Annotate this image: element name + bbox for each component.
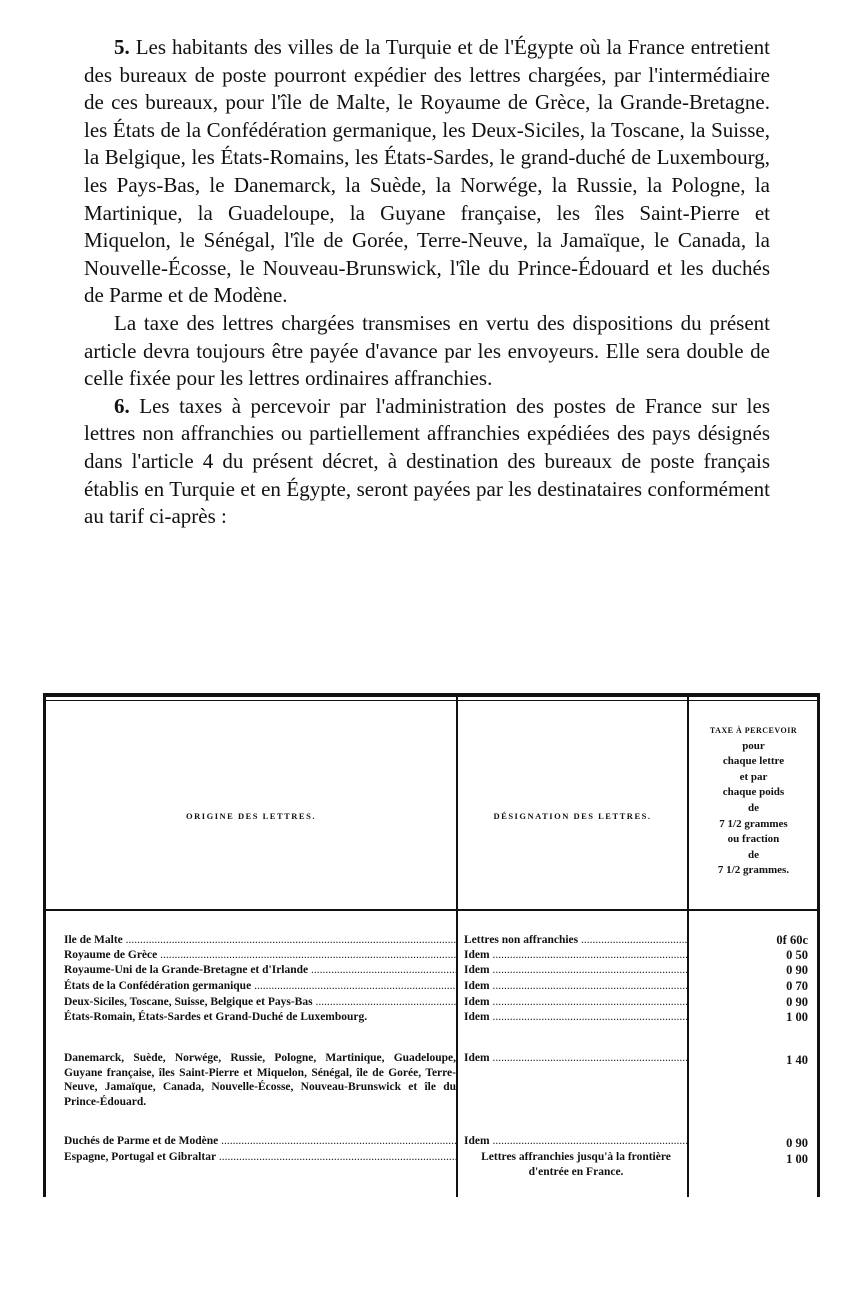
row-taxe: 0 90 bbox=[786, 963, 808, 977]
row-designation: Idem ..... bbox=[464, 963, 688, 978]
row-origine: Ile de Malte ..... bbox=[64, 933, 456, 948]
row-origine: États-Romain, États-Sardes et Grand-Duché de Luxembourg. bbox=[64, 1011, 368, 1023]
header-taxe bbox=[691, 723, 816, 879]
row-origine: Duchés de Parme et de Modène ..... bbox=[64, 1134, 456, 1149]
row-taxe: 0f 60c bbox=[776, 933, 808, 947]
row-origine: Danemarck, Suède, Norwége, Russie, Pologne, Martinique, Guadeloupe, Guyane française, îles Saint-Pierre et Miquelon, Sénégal, île de Gorée, Terre-Neuve, Jamaïque, Canada, Nouvelle-Écosse, Nouveau-Brunswick et île du Prince-Édouard. bbox=[64, 1052, 456, 1108]
column-separator bbox=[456, 697, 458, 1197]
row-origine: Royaume-Uni de la Grande-Bretagne et d'Irlande ..... bbox=[64, 963, 456, 978]
paragraph-lettres-chargees bbox=[84, 310, 770, 393]
paragraph-text: Les habitants des villes de la Turquie et de l'Égypte où la France entretient des bureaux de poste pourront expédier des lettres chargées, par l'intermédiaire de ces bureaux, pour l'île de Malte, le Royaume de Grèce, la Grande-Bretagne. les États de la Confédération germanique, les Deux-Siciles, la Toscane, la Suisse, la Belgique, les États-Romains, les États-Sardes, le grand-duché de Luxembourg, les Pays-Bas, le Danemarck, la Suède, la Norwége, la Russie, la Pologne, la Martinique, la Guadeloupe, la Guyane française, les îles Saint-Pierre et Miquelon, le Sénégal, l'île de Gorée, Terre-Neuve, la Jamaïque, le Canada, la Nouvelle-Écosse, le Nouveau-Brunswick, l'île du Prince-Édouard et les duchés de Parme et de Modène. bbox=[84, 35, 771, 308]
row-designation: Lettres affranchies jusqu'à la frontière d'entrée en France. bbox=[481, 1151, 671, 1178]
header-designation: DÉSIGNATION DES LETTRES. bbox=[493, 811, 652, 821]
paragraph-text: La taxe des lettres chargées transmises en vertu des dispositions du présent article devra toujours être payée d'avance par les envoyeurs. Elle sera double de celle fixée pour les lettres ordinaires affranchies. bbox=[84, 310, 770, 391]
header-taxe-line: chaque poids bbox=[722, 786, 785, 799]
header-taxe-line: de bbox=[748, 801, 759, 814]
tariff-table bbox=[43, 693, 820, 1197]
header-taxe-line: 7 1/2 grammes. bbox=[717, 864, 790, 877]
header-origine: ORIGINE DES LETTRES. bbox=[186, 811, 316, 821]
paragraph-article-5 bbox=[84, 34, 770, 310]
row-designation: Idem ..... bbox=[464, 1010, 688, 1025]
paragraph-text: Les taxes à percevoir par l'administration des postes de France sur les lettres non affranchies ou partiellement affranchies expédiées des pays désignés dans l'article 4 du présent décret, à destination des bureaux de poste français établis en Turquie et en Égypte, seront payées par les destinataires conformément au tarif ci-après : bbox=[84, 393, 770, 529]
row-designation: Idem ..... bbox=[464, 979, 688, 994]
row-designation: Idem ..... bbox=[464, 1134, 688, 1149]
body-text bbox=[84, 34, 770, 531]
row-taxe: 0 70 bbox=[786, 979, 808, 993]
row-taxe: 1 00 bbox=[786, 1010, 808, 1024]
row-taxe: 0 50 bbox=[786, 948, 808, 962]
row-designation: Idem ..... bbox=[464, 1051, 688, 1066]
row-origine: Espagne, Portugal et Gibraltar ..... bbox=[64, 1150, 456, 1165]
row-origine: Deux-Siciles, Toscane, Suisse, Belgique et Pays-Bas ..... bbox=[64, 995, 456, 1010]
header-taxe-title: TAXE À PERCEVOIR bbox=[709, 726, 798, 735]
row-taxe: 1 40 bbox=[786, 1053, 808, 1067]
row-designation: Idem ..... bbox=[464, 948, 688, 963]
row-origine: Royaume de Grèce ..... bbox=[64, 948, 456, 963]
row-designation: Idem ..... bbox=[464, 995, 688, 1010]
header-taxe-line: ou fraction bbox=[727, 833, 780, 846]
row-origine: États de la Confédération germanique ..... bbox=[64, 979, 456, 994]
row-taxe: 0 90 bbox=[786, 1136, 808, 1150]
header-taxe-line: et par bbox=[739, 770, 768, 783]
table-top-rule bbox=[46, 700, 817, 701]
header-taxe-line: 7 1/2 grammes bbox=[719, 817, 788, 830]
header-taxe-line: pour bbox=[742, 739, 765, 752]
header-taxe-line: de bbox=[748, 848, 759, 861]
row-designation: Lettres non affranchies ..... bbox=[464, 933, 688, 948]
paragraph-article-6 bbox=[84, 393, 770, 531]
row-taxe: 0 90 bbox=[786, 995, 808, 1009]
header-taxe-line: chaque lettre bbox=[722, 755, 785, 768]
row-taxe: 1 00 bbox=[786, 1152, 808, 1166]
article-number: 5. bbox=[114, 35, 130, 59]
article-number: 6. bbox=[114, 393, 130, 418]
header-rule bbox=[46, 909, 817, 911]
